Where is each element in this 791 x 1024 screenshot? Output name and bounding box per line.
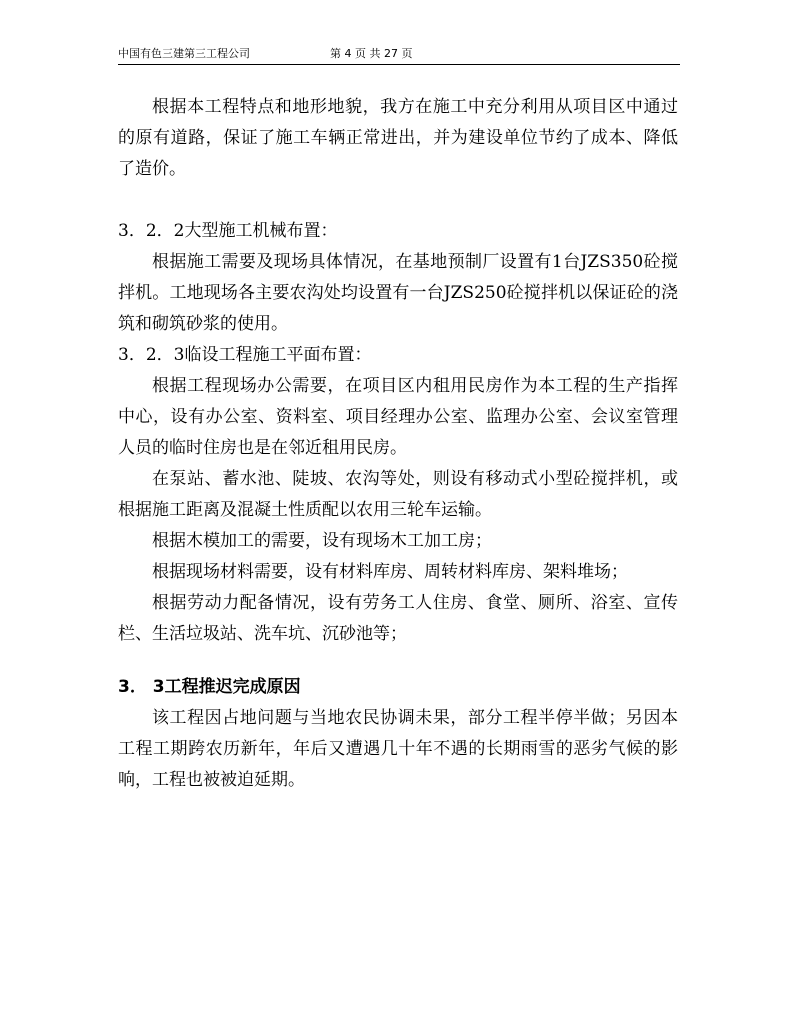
spacer [118,185,678,216]
section-heading-3-2-2: 3．2．2大型施工机械布置： [118,221,338,241]
paragraph-carpentry: 根据木模加工的需要，设有现场木工加工房； [152,531,492,551]
paragraph-materials: 根据现场材料需要，设有材料库房、周转材料库房、架料堆场； [152,562,628,582]
paragraph-labor: 根据劳动力配备情况，设有劳务工人住房、食堂、厕所、浴室、宣传栏、生活垃圾站、洗车坑、沉砂池等； [118,593,678,644]
paragraph-machinery: 根据施工需要及现场具体情况，在基地预制厂设置有1台JZS350砼搅拌机。工地现场各主要农沟处均设置有一台JZS250砼搅拌机以保证砼的浇筑和砌筑砂浆的使用。 [118,252,678,334]
section-heading-3-2-3: 3．2．3临设工程施工平面布置： [118,345,372,365]
paragraph-office: 根据工程现场办公需要，在项目区内租用民房作为本工程的生产指挥中心，设有办公室、资料室、项目经理办公室、监理办公室、会议室管理人员的临时住房也是在邻近租用民房。 [118,376,678,458]
section-heading-3-3: 3． 3工程推迟完成原因 [118,677,301,697]
paragraph-roads: 根据本工程特点和地形地貌，我方在施工中充分利用从项目区中通过的原有道路，保证了施工车辆正常进出，并为建设单位节约了成本、降低了造价。 [118,97,678,179]
spacer [118,650,678,672]
page-header [118,44,680,65]
paragraph-mixers: 在泵站、蓄水池、陡坡、农沟等处，则设有移动式小型砼搅拌机，或根据施工距离及混凝土性质配以农用三轮车运输。 [118,469,678,520]
header-page-number: 第 4 页 共 27 页 [330,47,413,60]
document-body [118,92,678,796]
header-company: 中国有色三建第三工程公司 [118,47,250,60]
paragraph-delay-reasons: 该工程因占地问题与当地农民协调未果，部分工程半停半做；另因本工程工期跨农历新年，年后又遭遇几十年不遇的长期雨雪的恶劣气候的影响，工程也被被迫延期。 [118,708,678,790]
